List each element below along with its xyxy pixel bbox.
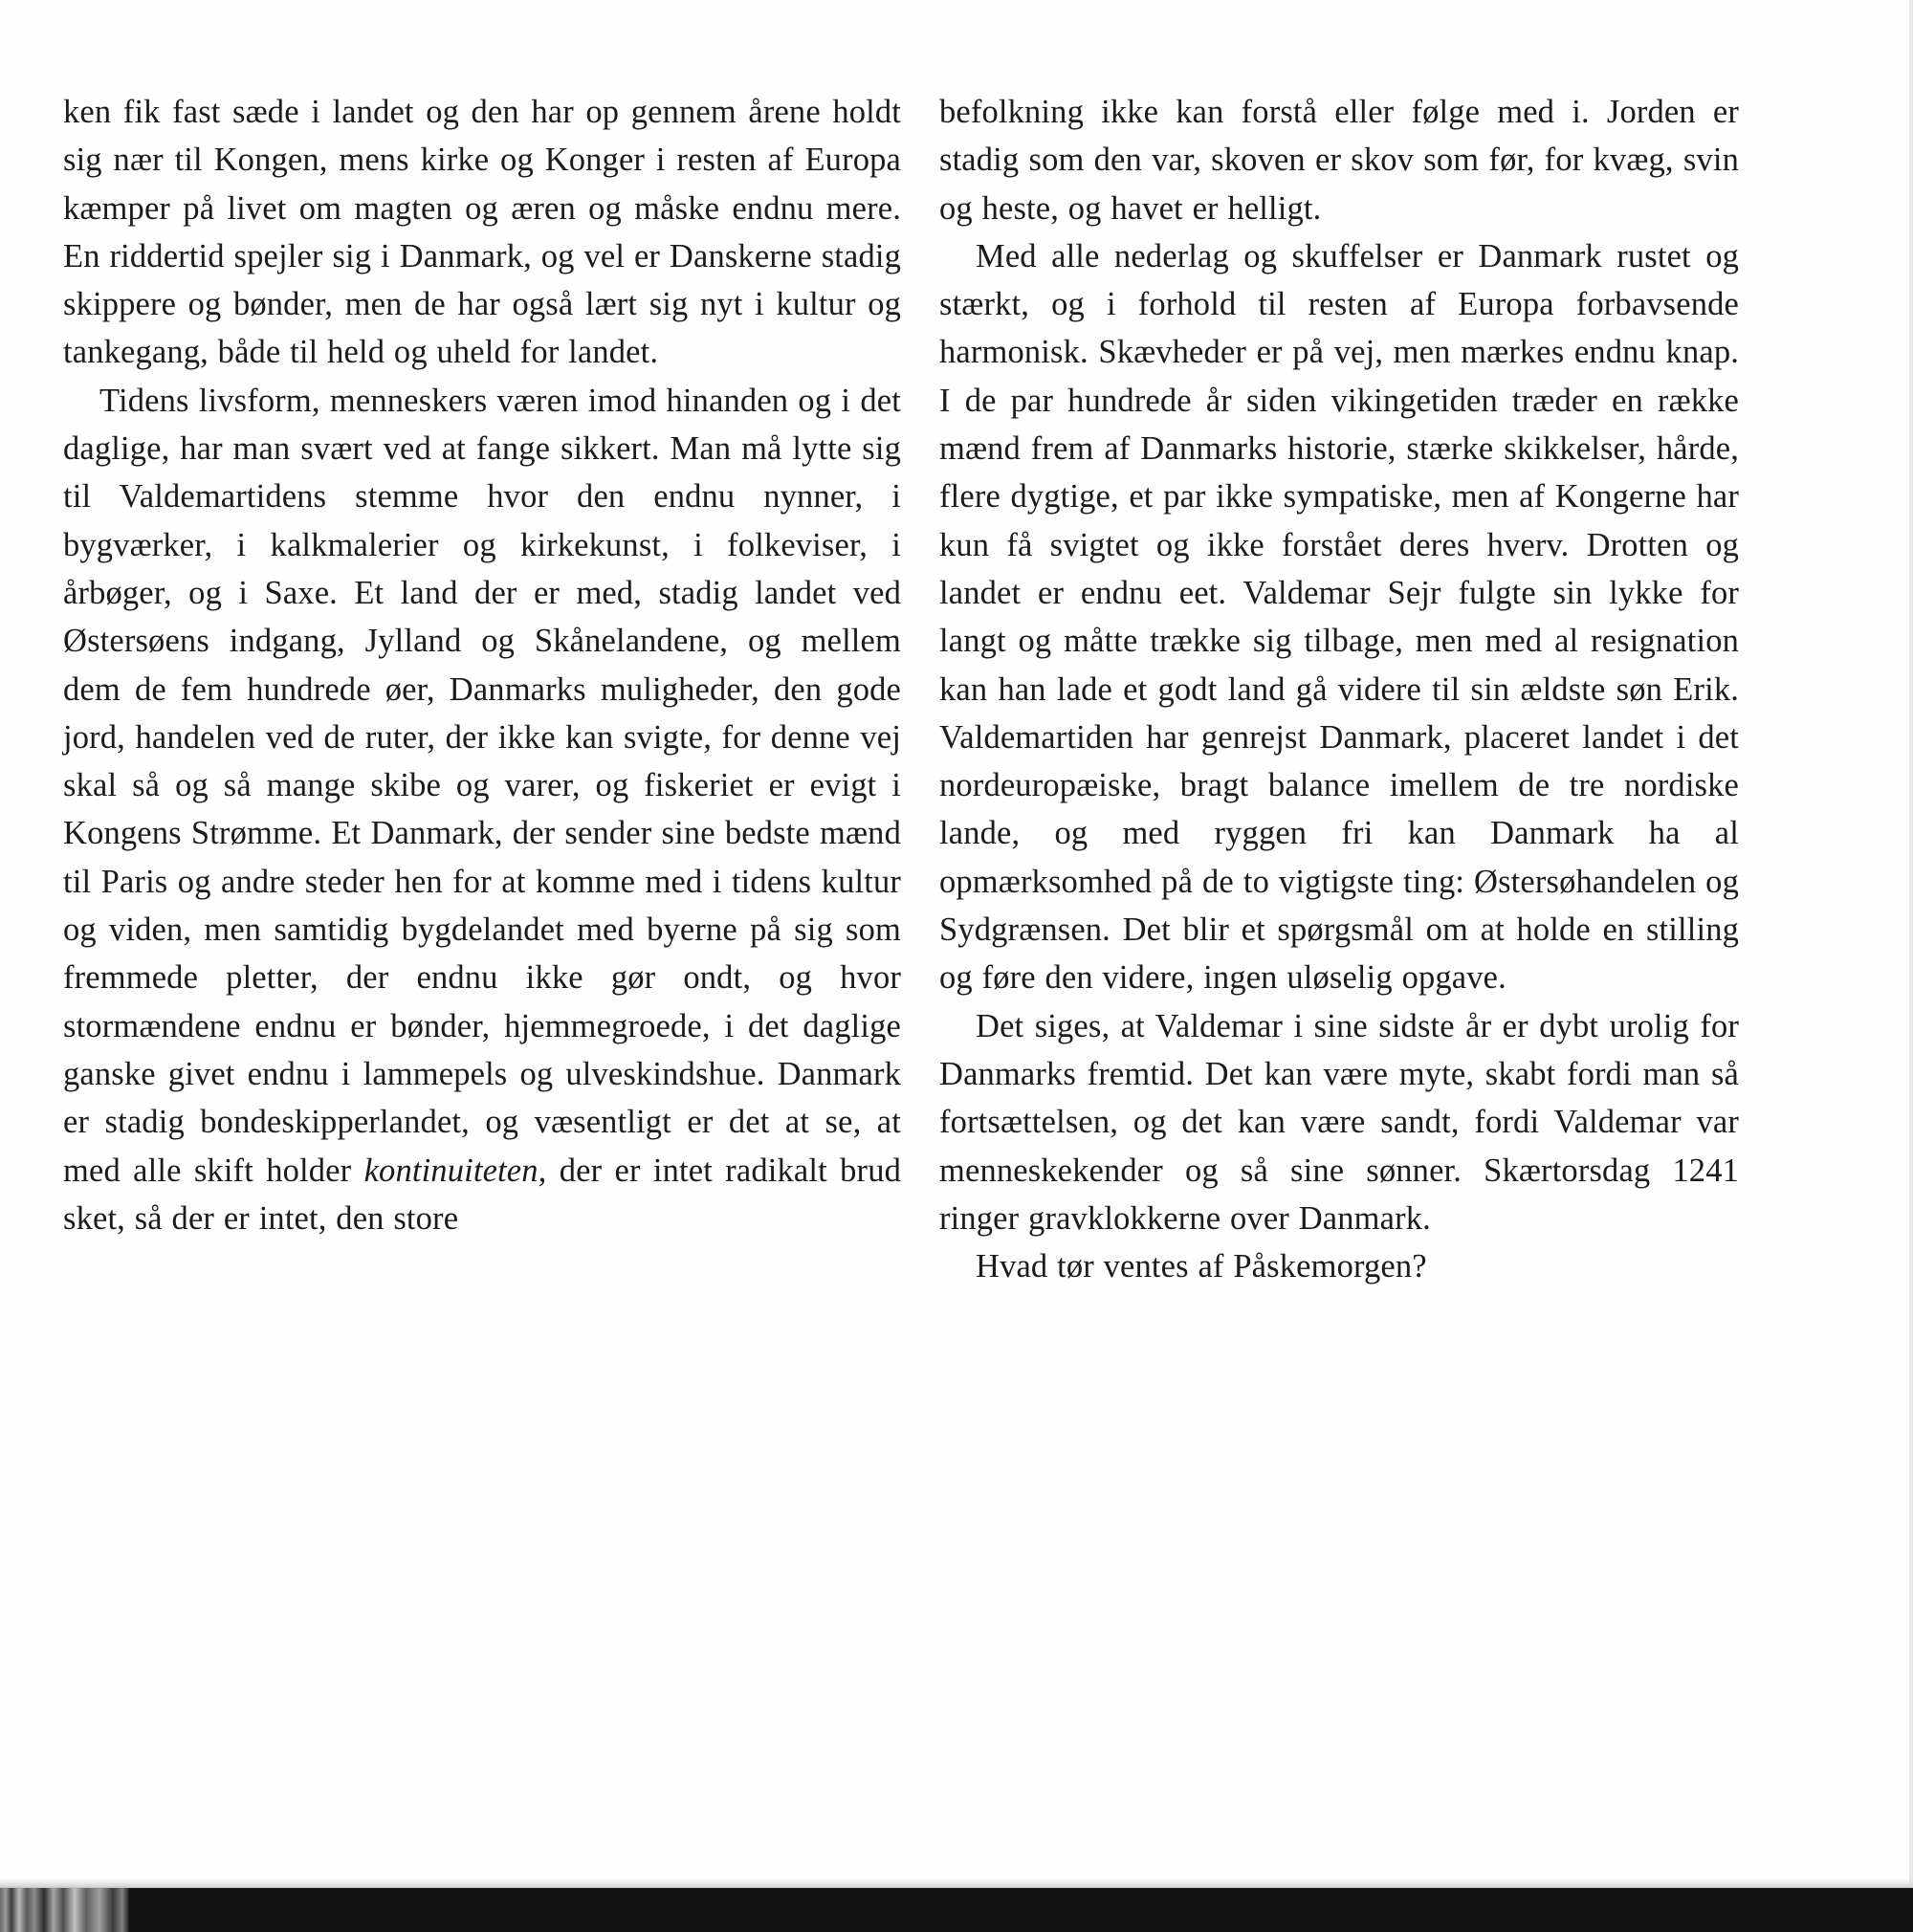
right-paragraph-3: Det siges, at Valdemar i sine sidste år er dybt urolig for Danmarks fremtid. Det kan være myte, skabt fordi man så fortsættelsen, og det kan være sandt, fordi Valdemar var menneskekender og så sine sønner. Skærtorsdag 1241 ringer gravklokkerne over Danmark. — [939, 1007, 1739, 1237]
left-paragraph-2-text: Tidens livsform, menneskers væren imod hinanden og i det daglige, har man svært ved at fange sikkert. Man må lytte sig til Valdemartidens stemme hvor den endnu nynner, i bygværker, i kalkmalerier og kirkekunst, i folkeviser, i årbøger, og i Saxe. Et land der er med, stadig landet ved Østersøens indgang, Jylland og Skånelandene, og mellem dem de fem hundrede øer, Danmarks muligheder, den gode jord, handelen ved de ruter, der ikke kan svigte, for denne vej skal så og så mange skibe og varer, og fiskeriet er evigt i Kongens Strømme. Et Danmark, der sender sine bedste mænd til Paris og andre steder hen for at komme med i tidens kultur og viden, men samtidig bygdelandet med byerne på sig som fremmede pletter, der endnu ikke gør ondt, og hvor stormændene endnu er bønder, hjemmegroede, i det daglige ganske givet endnu i lammepels og ulveskindshue. Danmark er stadig bondeskipperlandet, og væsentligt er det at se, at med alle skift holder — [63, 382, 901, 1189]
right-paragraph-2: Med alle nederlag og skuffelser er Danmark rustet og stærkt, og i forhold til resten af Europa forbavsende harmonisk. Skævheder er på vej, men mærkes endnu knap. I de par hundrede år siden vikingetiden træder en række mænd frem af Danmarks historie, stærke skikkelser, hårde, flere dygtige, et par ikke sympatiske, men af Kongerne har kun få svigtet og ikke forstået deres hverv. Drotten og landet er endnu eet. Valdemar Sejr fulgte sin lykke for langt og måtte trække sig tilbage, men med al resignation kan han lade et godt land gå videre til sin ældste søn Erik. Valdemartiden har genrejst Danmark, placeret landet i det nordeuropæiske, bragt balance imellem de tre nordiske lande, og med ryggen fri kan Danmark ha al opmærksomhed på de to vigtigste ting: Østersøhandelen og Sydgrænsen. Det blir et spørgsmål om at holde en stilling og føre den videre, ingen uløselig opgave. — [939, 237, 1739, 997]
left-paragraph-2 — [63, 377, 901, 1242]
page-right-edge — [1909, 0, 1913, 1888]
scan-artifact — [0, 1888, 129, 1932]
right-paragraph-4: Hvad tør ventes af Påskemorgen? — [976, 1248, 1427, 1285]
left-paragraph-1: ken fik fast sæde i landet og den har op gennem årene holdt sig nær til Kongen, mens kirke og Konger i resten af Europa kæmper på livet om magten og æren og måske endnu mere. En riddertid spejler sig i Danmark, og vel er Danskerne stadig skippere og bønder, men de har også lært sig nyt i kultur og tankegang, både til held og uheld for landet. — [63, 94, 901, 371]
right-paragraph-1: befolkning ikke kan forstå eller følge med i. Jorden er stadig som den var, skoven er skov som før, for kvæg, svin og heste, og havet er helligt. — [939, 94, 1739, 227]
italic-term: kontinuiteten, — [363, 1152, 547, 1189]
scan-bottom-strip — [0, 1888, 1913, 1932]
right-text-column — [939, 88, 1739, 1290]
left-text-column — [63, 88, 901, 1242]
left-paragraph-2-continuation: der er intet radikalt brud sket, så der er intet, den store — [63, 1152, 901, 1237]
